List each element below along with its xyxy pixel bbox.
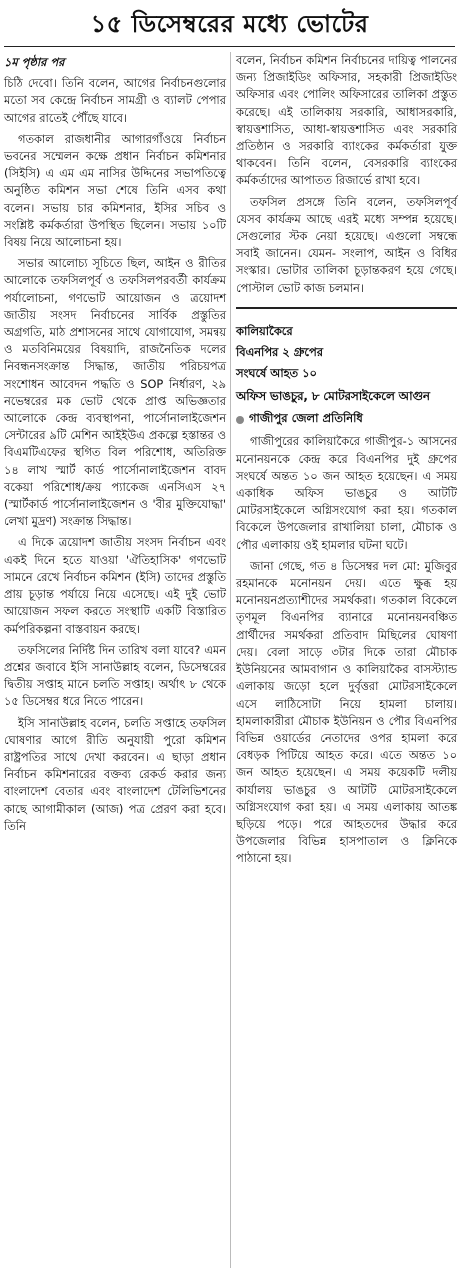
left-column	[4, 54, 226, 839]
article-paragraph: এ দিকে ত্রয়োদশ জাতীয় সংসদ নির্বাচন এবং একই দিনে হতে যাওয়া 'ঐতিহাসিক' গণভোট সামনে রেখে নির্বাচন কমিশন (ইসি) তাদের প্রস্তুতি প্রায় চূড়ান্ত পর্যায়ে নিয়ে এসেছে। এই দুই ভোট আয়োজন সফল করতে সংস্থাটি একটি বিস্তারিত কর্মপরিকল্পনা বাস্তবায়ন করছে।	[4, 535, 226, 636]
article-paragraph: তফসিল প্রসঙ্গে তিনি বলেন, তফসিলপূর্ব যেসব কার্যক্রম আছে এরই মধ্যে সম্পন্ন হয়েছে। সেগুলোর স্টক নেয়া হয়েছে। এগুলো সম্বন্ধে সবাই জানেন। যেমন- সংলাপ, আইন ও বিধির সংস্কার। ভোটার তালিকা চূড়ান্তকরণ হয়ে গেছে। পোস্টাল ভোট কাজ চলমান।	[236, 194, 457, 295]
story-subheadline: অফিস ভাঙচুর, ৮ মোটরসাইকেলে আগুন	[236, 389, 430, 404]
story-headline-line: বিএনপির ২ গ্রুপের	[236, 345, 323, 360]
right-column	[236, 52, 457, 872]
section-divider	[236, 307, 457, 309]
article-paragraph: তফসিলের নির্দিষ্ট দিন তারিখ বলা যাবে? এমন প্রশ্নের জবাবে ইসি সানাউল্লাহ বলেন, ডিসেম্বরের দ্বিতীয় সপ্তাহ মানে চলতি সপ্তাহ। অর্থাৎ ৮ থেকে ১৫ ডিসেম্বর ধরে নিতে পারেন।	[4, 642, 226, 709]
column-divider	[230, 52, 231, 1268]
byline-text: গাজীপুর জেলা প্রতিনিধি	[249, 411, 363, 426]
story-byline	[236, 410, 457, 429]
article-paragraph: সভার আলোচ্য সূচিতে ছিল, আইন ও রীতির আলোকে তফসিলপূর্ব ও তফসিলপরবর্তী কার্যক্রম পর্যালোচনা, গণভোট আয়োজন ও ত্রয়োদশ জাতীয় সংসদ নির্বাচনের সার্বিক প্রস্তুতির অগ্রগতি, মাঠ প্রশাসনের সাথে যোগাযোগ, সমন্বয় ও মতবিনিময়ের বিষয়াদি, রাজনৈতিক দলের নিবন্ধনসংক্রান্ত সিদ্ধান্ত, জাতীয় পরিচয়পত্র সংশোধন আবেদন পদ্ধতি ও SOP নির্ধারণ, ২৯ নভেম্বরের মক ভোট থেকে প্রাপ্ত অভিজ্ঞতার আলোকে কেন্দ্র ব্যবস্থাপনা, পার্সোনালাইজেশন সেন্টারের ৯টি মেশিন আইইউএ প্রকল্পে হস্তান্তর ও বিএমটিএফের স্থগিত বিল পরিশোধ, অতিরিক্ত ১৪ লাখ স্মার্ট কার্ড পার্সোনালাইজেশন বাবদ বকেয়া পরিশোধ/ক্রয় প্যাকেজ এনসিএস ২৭ (স্মার্টকার্ড পার্সোনালাইজেশন ও 'বীর মুক্তিযোদ্ধা' লেখা মুদ্রণ) সংক্রান্ত সিদ্ধান্ত।	[4, 256, 226, 529]
story-headline-line: কালিয়াকৈরে	[236, 323, 293, 338]
story-headline-line: সংঘর্ষে আহত ১০	[236, 366, 317, 381]
story-paragraph: জানা গেছে, গত ৪ ডিসেম্বর দল মো: মুজিবুর রহমানকে মনোনয়ন দেয়। এতে ক্ষুব্ধ হয় মনোনয়নপ্রত্যাশীদের সমর্থকরা। গতকাল বিকেলে তৃণমূল বিএনপির ব্যানারে মনোনয়নবঞ্চিত প্রার্থীদের সমর্থকরা প্রতিবাদ মিছিলের ঘোষণা দেয়। বেলা সাড়ে ৩টার দিকে তারা মৌচাক ইউনিয়নের আমবাগান ও কালিয়াকৈর বাসস্ট্যান্ড এলাকায় জড়ো হলে দুর্বৃত্তরা মোটরসাইকেলে এসে লাঠিসোটা নিয়ে হামলা চালায়। হামলাকারীরা মৌচাক ইউনিয়ন ও পৌর বিএনপির বিভিন্ন ওয়ার্ডের নেতাদের ওপর হামলা করে বেধড়ক পিটিয়ে আহত করে। এতে অন্তত ১০ জন আহত হয়েছেন। এ সময় কয়েকটি দলীয় কার্যালয় ভাঙচুর ও আটটি মোটরসাইকেলে অগ্নিসংযোগ করা হয়। এ সময় এলাকায় আতঙ্ক ছড়িয়ে পড়ে। পরে আহতদের উদ্ধার করে উপজেলার বিভিন্ন হাসপাতাল ও ক্লিনিকে পাঠানো হয়।	[236, 558, 457, 866]
story-headline	[236, 323, 457, 383]
bullet-icon	[236, 416, 244, 424]
continued-paragraph	[4, 54, 226, 71]
article-paragraph: চিঠি দেবো। তিনি বলেন, আগের নির্বাচনগুলোর মতো সব কেন্দ্রে নির্বাচন সামগ্রী ও ব্যালট পেপার আগের রাতেই পৌঁছে যাবে।	[4, 76, 226, 125]
continued-label: ১ম পৃষ্ঠার পর	[4, 55, 65, 69]
article-paragraph: ইসি সানাউল্লাহ বলেন, চলতি সপ্তাহে তফসিল ঘোষণার আগে রীতি অনুযায়ী পুরো কমিশন রাষ্ট্রপতির সাথে দেখা করবেন। এ ছাড়া প্রধান নির্বাচন কমিশনারের বক্তব্য রেকর্ড করার জন্য বাংলাদেশ বেতার এবং বাংলাদেশ টেলিভিশনের কাছে আগামীকাল (আজ) পত্র প্রেরণ করা হবে। তিনি	[4, 715, 226, 833]
main-headline: ১৫ ডিসেম্বরের মধ্যে ভোটের	[4, 2, 455, 47]
article-paragraph: বলেন, নির্বাচন কমিশন নির্বাচনের দায়িত্ব পালনের জন্য প্রিজাইডিং অফিসার, সহকারী প্রিজাইডিং অফিসার এবং পোলিং অফিসারের তালিকা প্রস্তুত করেছে। এই তালিকায় সরকারি, আধাসরকারি, স্বায়ত্তশাসিত, আধা-স্বায়ত্তশাসিত এবং সরকারি প্রতিষ্ঠান ও সরকারি ব্যাংকের কর্মকর্তারা যুক্ত থাকবেন। তিনি বলেন, বেসরকারি ব্যাংকের কর্মকর্তাদের আপাতত রিজার্ভে রাখা হবে।	[236, 53, 457, 188]
story-paragraph: গাজীপুরের কালিয়াকৈরে গাজীপুর-১ আসনের মনোনয়নকে কেন্দ্র করে বিএনপির দুই গ্রুপের সংঘর্ষে অন্তত ১০ জন আহত হয়েছেন। এ সময় একাধিক অফিস ভাঙচুর ও আটটি মোটরসাইকেলে অগ্নিসংযোগ করা হয়। গতকাল বিকেলে উপজেলার রাখালিয়া চালা, মৌচাক ও পৌর এলাকায় ওই হামলার ঘটনা ঘটে।	[236, 434, 457, 552]
article-paragraph: গতকাল রাজধানীর আগারগাঁওয়ে নির্বাচন ভবনের সম্মেলন কক্ষে প্রধান নির্বাচন কমিশনার (সিইসি) এ এম এম নাসির উদ্দিনের সভাপতিত্বে অনুষ্ঠিত কমিশন সভা শেষে তিনি এসব কথা বলেন। সভায় চার কমিশনার, ইসির সচিব ও সংশ্লিষ্ট কর্মকর্তারা উপস্থিত ছিলেন। সভায় ১০টি বিষয় নিয়ে আলোচনা হয়।	[4, 131, 226, 250]
